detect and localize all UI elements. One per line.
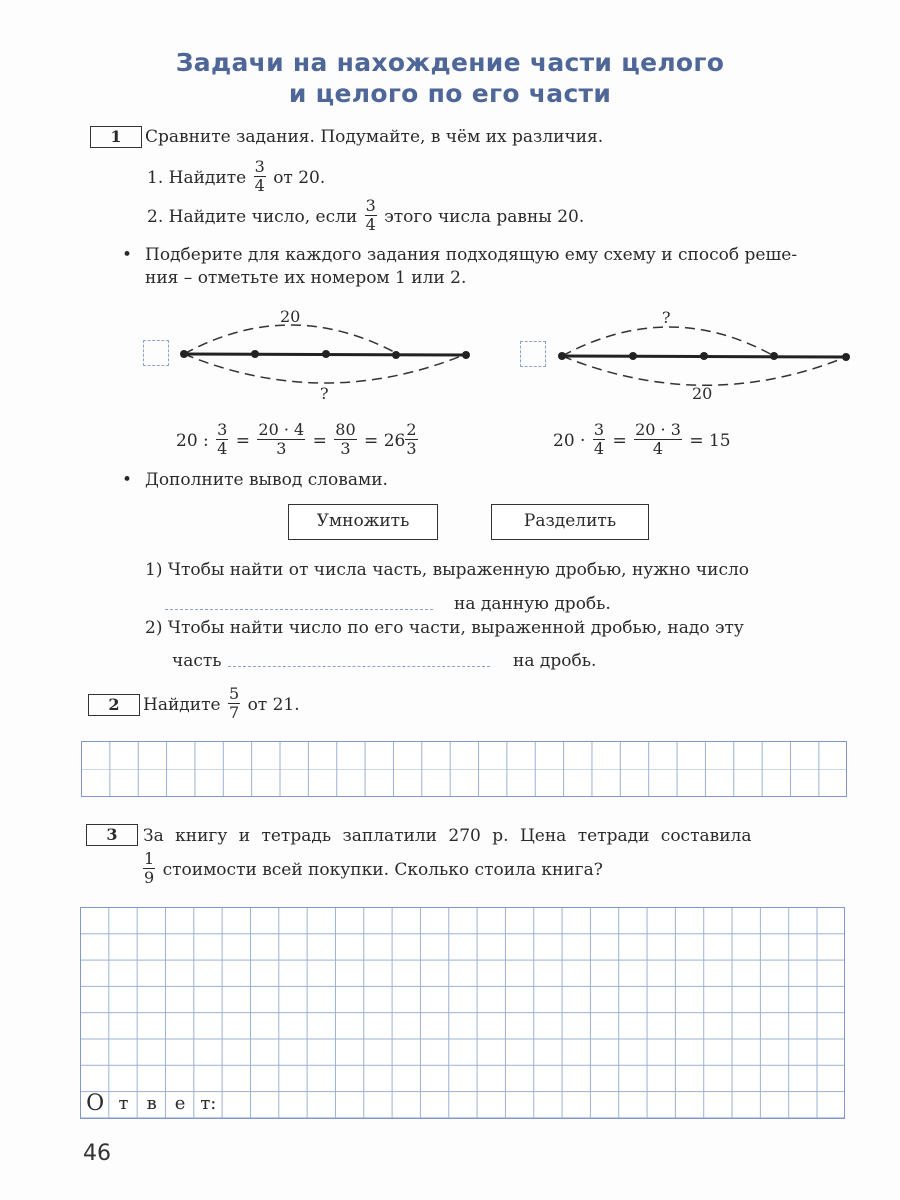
conclusion2-blank[interactable]	[228, 665, 490, 667]
word-card-multiply[interactable]: Умножить	[288, 504, 438, 540]
task2-answer-grid[interactable]	[81, 741, 847, 797]
conclusion1-line2: на данную дробь.	[454, 594, 611, 614]
conclusion2-suffix: на дробь.	[513, 651, 597, 671]
scheme-left-answer-box[interactable]	[143, 340, 169, 366]
fraction-3-4: $\frac{3}{4}$	[254, 157, 265, 195]
task1-item2	[147, 197, 584, 237]
item1-prefix: 1. Найдите	[147, 168, 247, 188]
scheme-right-top-label: ?	[662, 308, 671, 327]
fraction-5-7: $\frac{5}{7}$	[228, 684, 240, 722]
task1-instruction-line2: ния – отметьте их номером 1 или 2.	[145, 268, 467, 288]
task2-text: Найдите $\frac{5}{7}$ от 21.	[143, 684, 300, 722]
conclusion1-line1: 1) Чтобы найти от числа часть, выраженную дробью, нужно число	[145, 560, 750, 580]
scheme-left-diagram	[170, 300, 490, 400]
conclusion1-blank[interactable]	[165, 608, 433, 610]
task-number-2: 2	[88, 694, 140, 716]
page-number: 46	[83, 1141, 111, 1166]
formula-right: 20 · $\frac{3}{4}$ = $\frac{20 \cdot 3}{4}$ = 15	[553, 420, 731, 458]
word-card-divide[interactable]: Разделить	[491, 504, 649, 540]
scheme-right-answer-box[interactable]	[520, 341, 546, 367]
task1-instruction-2: Дополните вывод словами.	[145, 470, 388, 490]
bullet-icon: •	[122, 245, 133, 265]
page-title-line2: и целого по его части	[288, 79, 612, 108]
task3-line1: За книгу и тетрадь заплатили 270 р. Цена тетради составила	[143, 826, 752, 846]
scheme-left-bottom-label: ?	[320, 384, 329, 403]
item1-suffix: от 20.	[273, 168, 326, 188]
item2-suffix: этого числа равны 20.	[384, 207, 585, 227]
formula-left: 20 : $\frac{3}{4}$ = $\frac{20 \cdot 4}{3}$ = $\frac{80}{3}$ = 26 $\frac{2}{3}$	[176, 420, 417, 458]
task-number-1: 1	[90, 126, 142, 148]
conclusion2-prefix: часть	[172, 651, 222, 671]
task-number-3: 3	[86, 824, 138, 846]
task3-answer-grid[interactable]	[80, 907, 845, 1119]
task1-instruction-line1: Подберите для каждого задания подходящую ему схему и способ реше-	[145, 245, 798, 265]
fraction-3-4: $\frac{3}{4}$	[365, 196, 376, 234]
conclusion2-line1: 2) Чтобы найти число по его части, выраженной дробью, надо эту	[145, 618, 744, 638]
task1-item1	[147, 158, 325, 198]
item2-prefix: 2. Найдите число, если	[147, 207, 358, 227]
answer-label: О т в е т:	[86, 1091, 217, 1116]
page-title-line1: Задачи на нахождение части целого	[175, 48, 725, 77]
scheme-right-bottom-label: 20	[692, 384, 713, 403]
task1-intro: Сравните задания. Подумайте, в чём их различия.	[145, 127, 604, 147]
scheme-left-top-label: 20	[280, 307, 301, 326]
fraction-1-9: $\frac{1}{9}$	[144, 849, 155, 887]
task3-line2: $\frac{1}{9}$ стоимости всей покупки. Сколько стоила книга?	[144, 849, 603, 887]
bullet-icon: •	[122, 470, 133, 490]
